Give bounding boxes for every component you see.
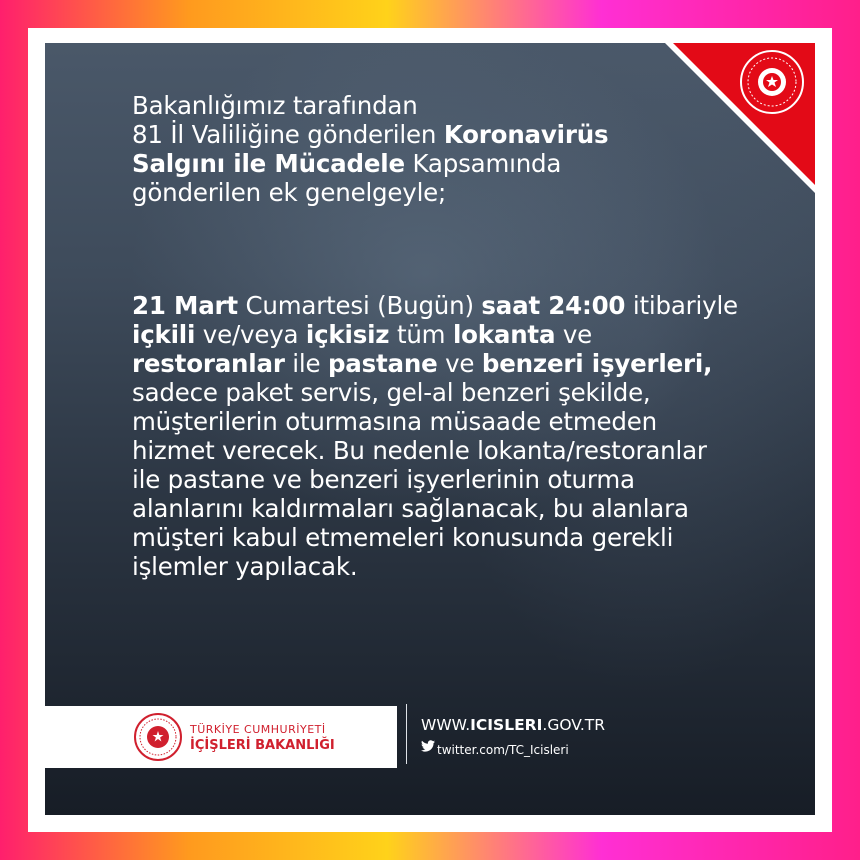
body-line: müşterilerin oturmasına müsaade etmeden <box>132 407 657 436</box>
body-line: içkili ve/veya içkisiz tüm lokanta ve <box>132 320 593 349</box>
intro-line: Salgını ile Mücadele Kapsamında <box>132 149 562 178</box>
footer-logo-panel <box>45 706 397 768</box>
twitter-link[interactable] <box>437 739 569 758</box>
body-line: alanlarını kaldırmaları sağlanacak, bu alanlara <box>132 494 689 523</box>
body-line: 21 Mart Cumartesi (Bugün) saat 24:00 itibariyle <box>132 291 738 320</box>
body-line: işlemler yapılacak. <box>132 552 358 581</box>
body-line: restoranlar ile pastane ve benzeri işyerleri, <box>132 349 713 378</box>
body-line: müşteri kabul etmemeleri konusunda gerekli <box>132 523 674 552</box>
org-country: TÜRKİYE CUMHURİYETİ <box>190 723 326 736</box>
twitter-bird-icon <box>421 740 435 752</box>
footer-divider <box>406 704 407 764</box>
intro-line: Bakanlığımız tarafından <box>132 91 418 120</box>
body-line: hizmet verecek. Bu nedenle lokanta/restoranlar <box>132 436 707 465</box>
website-link[interactable]: WWW.ICISLERI.GOV.TR <box>421 716 606 734</box>
org-ministry: İÇİŞLERİ BAKANLIĞI <box>190 738 335 753</box>
announcement-card <box>45 43 815 815</box>
body-paragraph <box>132 291 792 581</box>
intro-line: gönderilen ek genelgeyle; <box>132 178 447 207</box>
body-line: ile pastane ve benzeri işyerlerinin oturma <box>132 465 635 494</box>
ministry-seal-icon <box>737 47 807 117</box>
body-line: sadece paket servis, gel-al benzeri şekilde, <box>132 378 651 407</box>
ministry-seal-icon <box>133 712 183 762</box>
intro-paragraph <box>132 91 692 207</box>
intro-line: 81 İl Valiliğine gönderilen Koronavirüs <box>132 120 609 149</box>
twitter-handle: twitter.com/TC_Icisleri <box>437 743 569 757</box>
